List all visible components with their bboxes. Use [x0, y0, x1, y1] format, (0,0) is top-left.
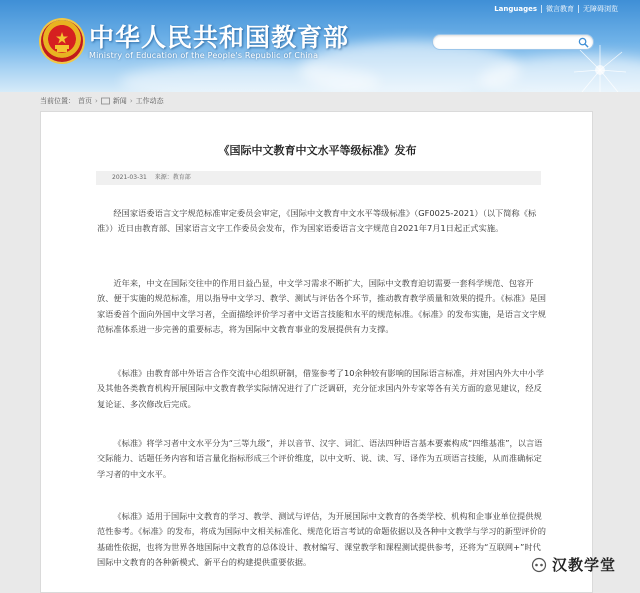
article-paragraph: 《标准》由教育部中外语言合作交流中心组织研制，借鉴参考了10余种较有影响的国际语言标准，并对国内外大中小学及其他各类教育机构开展国际中文教育教学实际情况进行了广泛调研，充分征求国内外专家等各有关方面的意见建议，经反复论证、多次修改后完成。	[97, 368, 545, 409]
breadcrumb-news[interactable]: 新闻	[112, 97, 127, 105]
breadcrumb	[40, 96, 164, 106]
languages-link[interactable]: Languages	[494, 5, 537, 13]
breadcrumb-separator-icon: ›	[95, 97, 98, 105]
nav-divider	[578, 5, 579, 13]
breadcrumb-work-news[interactable]: 工作动态	[135, 97, 164, 105]
site-header	[0, 0, 640, 92]
breadcrumb-separator-icon: ›	[129, 97, 133, 105]
weibo-link[interactable]: 微言教育	[546, 5, 574, 13]
breadcrumb-prefix: 当前位置：	[40, 97, 75, 105]
breadcrumb-home[interactable]: 首页	[78, 97, 92, 105]
article-paragraph: 《标准》将学习者中文水平分为“三等九级”，并以音节、汉字、词汇、语法四种语言基本要素构成“四维基准”，以言语交际能力、话题任务内容和语言量化指标形成三个评价维度，以中文听、说、读、写、译作为五项语言技能，从而准确标定学习者的中文水平。	[97, 438, 543, 479]
search-icon[interactable]	[578, 37, 589, 48]
article-meta	[96, 171, 541, 185]
watermark-text: 汉教学堂	[552, 556, 617, 574]
article-card	[40, 111, 593, 593]
article-title: 《国际中文教育中文水平等级标准》发布	[218, 144, 417, 157]
article-paragraph: 《标准》适用于国际中文教育的学习、教学、测试与评估，为开展国际中文教育的各类学校、机构和企事业单位提供规范性参考。《标准》的发布，将成为国际中文相关标准化、规范化语言考试的命题依据以及各种中文教学与学习的新型评价的基础性依据，也将为世界各地国际中文教育的总体设计、教材编写、课堂教学和课程测试提供参考，还将为“互联网+”时代国际中文教育的各种新模式、新平台的构建提供重要依据。	[97, 511, 546, 568]
top-nav	[494, 4, 618, 14]
search-box	[432, 34, 594, 50]
search-input[interactable]	[439, 42, 579, 56]
nav-divider	[541, 5, 542, 13]
site-title[interactable]: 中华人民共和国教育部	[89, 23, 350, 52]
article-date: 2021-03-31	[112, 174, 147, 181]
site-subtitle: Ministry of Education of the People's Republic of China	[89, 51, 319, 60]
national-emblem-icon[interactable]	[41, 20, 83, 62]
article-source: 来源：教育部	[154, 174, 191, 181]
wechat-watermark	[531, 554, 616, 575]
accessible-browsing-link[interactable]: 无障碍浏览	[583, 5, 618, 13]
article-paragraph: 近年来，中文在国际交往中的作用日益凸显，中文学习需求不断扩大，国际中文教育迫切需要一套科学规范、包容开放、便于实施的规范标准，用以指导中文学习、教学、测试与评估各个环节，推动教育教学质量和效果的提升。《标准》是国家语委首个面向外国中文学习者，全面描绘评价学习者中文语言技能和水平的规范标准。《标准》的发布实施，是语言文字规范标准体系进一步完善的重要标志，将为国际中文教育事业的发展提供有力支撑。	[97, 278, 546, 335]
wechat-channel-icon	[531, 557, 547, 573]
article-paragraph: 经国家语委语言文字规范标准审定委员会审定，《国际中文教育中文水平等级标准》（GF0025-2021）（以下简称《标准》）近日由教育部、国家语言文字工作委员会发布，作为国家语委语言文字规范自2021年7月1日起正式实施。	[97, 208, 537, 234]
news-icon	[101, 97, 110, 105]
